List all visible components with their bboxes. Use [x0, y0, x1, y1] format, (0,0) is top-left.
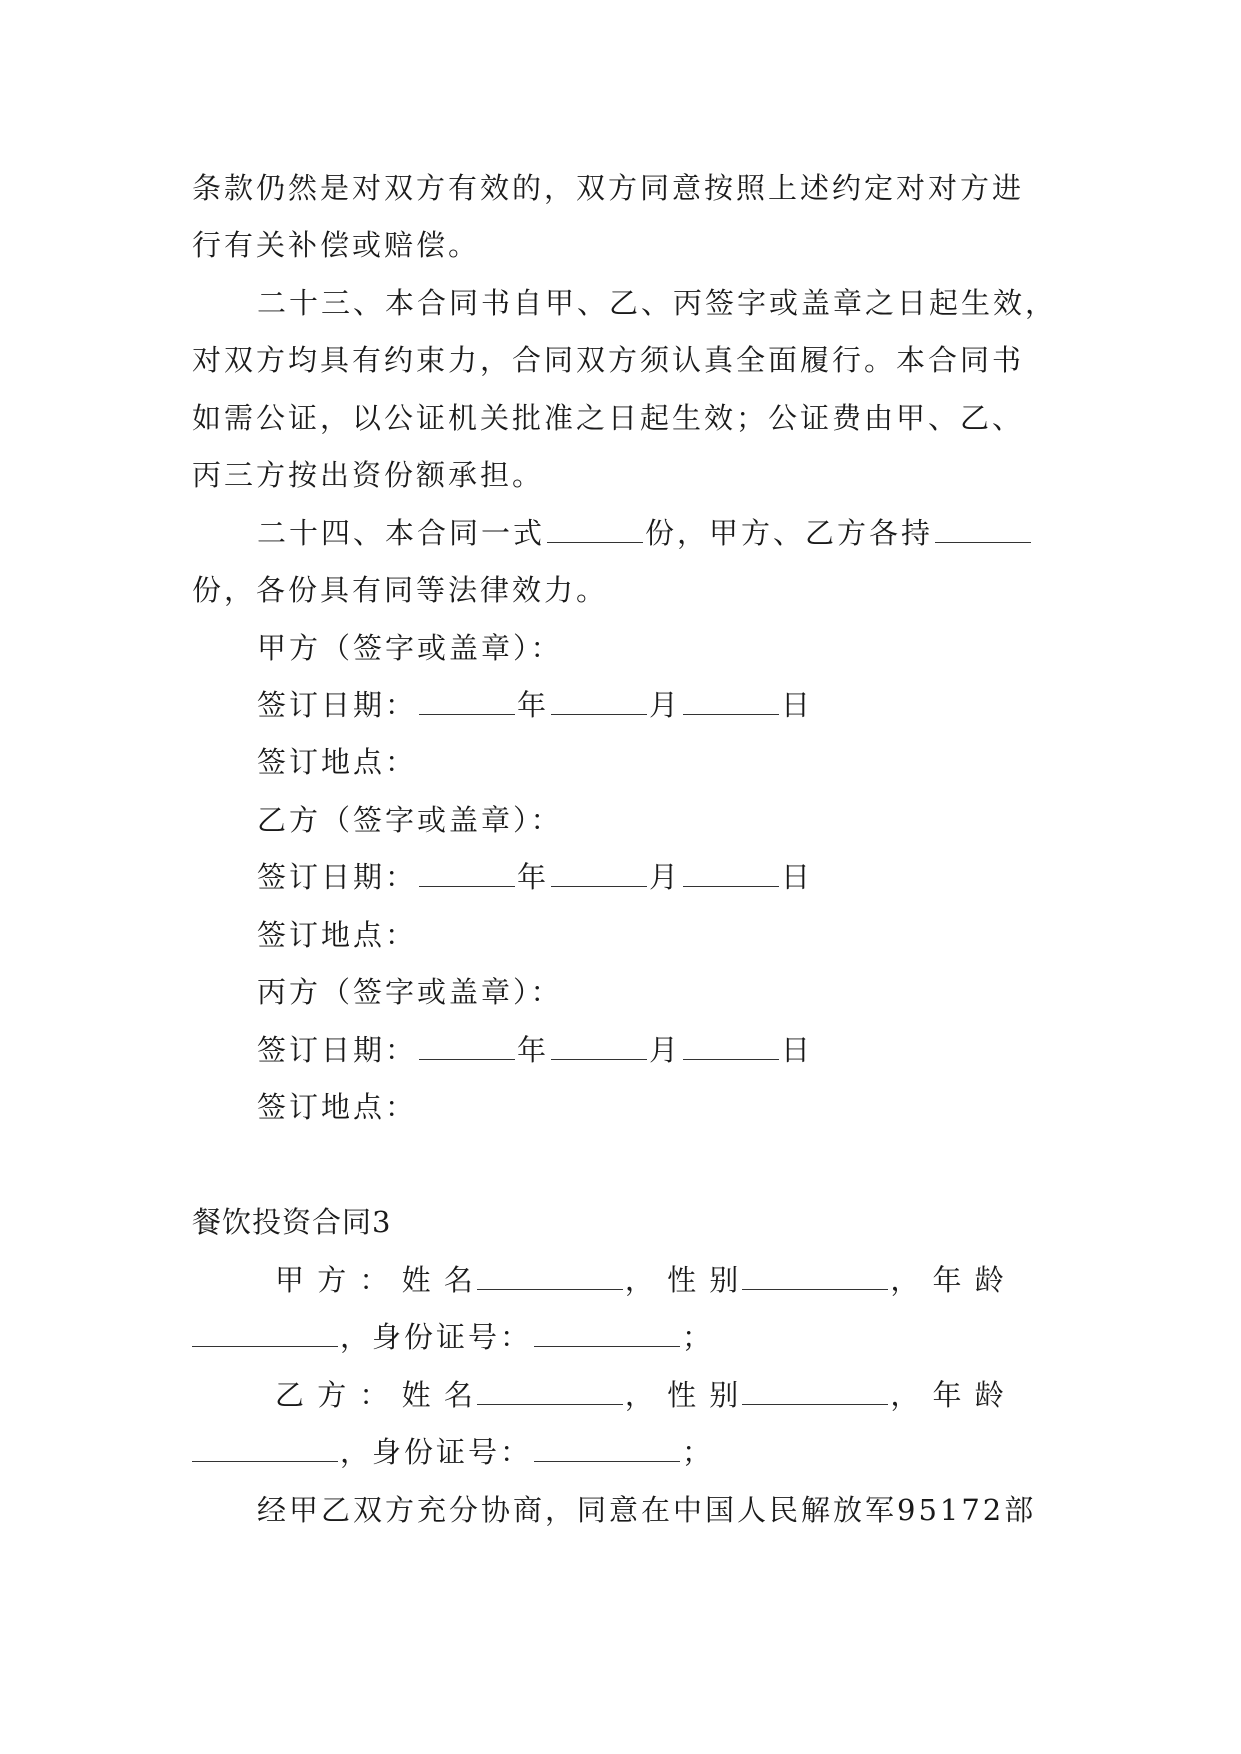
- party-a-day-blank[interactable]: [683, 686, 779, 715]
- clause-24-text-1: 二十四、本合同一式: [257, 516, 546, 550]
- party-a-info-line-2: ，身份证号： ；: [192, 1317, 1052, 1357]
- party-a-name-blank[interactable]: [477, 1261, 623, 1290]
- para-continuation-line-1: 条款仍然是对双方有效的，双方同意按照上述约定对对方进: [192, 171, 1025, 205]
- clause-23-line-1: 二十三、本合同书自甲、乙、丙签字或盖章之日起生效，: [257, 286, 1058, 320]
- party-a-signature: 甲方（签字或盖章）：: [257, 631, 563, 665]
- section-title: 餐饮投资合同3: [192, 1205, 392, 1239]
- party-b-age-blank[interactable]: [192, 1433, 338, 1462]
- para-continuation-line-2: 行有关补偿或赔偿。: [192, 228, 481, 262]
- party-a-gender-blank[interactable]: [742, 1261, 888, 1290]
- party-c-place: 签订地点：: [257, 1090, 418, 1124]
- party-b-date: 签订日期： 年 月 日: [257, 860, 814, 894]
- party-b-info-line-1: 乙 方 ： 姓 名 ， 性 别 ， 年 龄: [275, 1378, 1006, 1412]
- clause-24-text-2: 份，甲方、乙方各持: [645, 516, 934, 550]
- party-b-month-blank[interactable]: [551, 858, 647, 887]
- party-b-day-blank[interactable]: [683, 858, 779, 887]
- party-a-age-blank[interactable]: [192, 1318, 338, 1347]
- copies-total-blank[interactable]: [547, 514, 643, 543]
- party-a-date: 签订日期： 年 月 日: [257, 688, 814, 722]
- party-a-year-blank[interactable]: [419, 686, 515, 715]
- party-b-name-blank[interactable]: [477, 1376, 623, 1405]
- party-b-year-blank[interactable]: [419, 858, 515, 887]
- party-c-signature: 丙方（签字或盖章）：: [257, 975, 563, 1009]
- clause-24-line-1: [257, 513, 1052, 553]
- clause-23-line-3: 如需公证，以公证机关批准之日起生效；公证费由甲、乙、: [192, 401, 1025, 435]
- party-a-month-blank[interactable]: [551, 686, 647, 715]
- party-c-year-blank[interactable]: [419, 1031, 515, 1060]
- clause-24-line-2: 份，各份具有同等法律效力。: [192, 573, 609, 607]
- party-a-info-line-1: 甲 方 ： 姓 名 ， 性 别 ， 年 龄: [275, 1263, 1006, 1297]
- party-a-id-blank[interactable]: [534, 1318, 680, 1347]
- party-b-info-line-2: ，身份证号： ；: [192, 1432, 1052, 1472]
- party-b-signature: 乙方（签字或盖章）：: [257, 803, 563, 837]
- clause-23-line-2: 对双方均具有约束力，合同双方须认真全面履行。本合同书: [192, 343, 1025, 377]
- party-c-day-blank[interactable]: [683, 1031, 779, 1060]
- party-c-date: 签订日期： 年 月 日: [257, 1033, 814, 1067]
- party-a-place: 签订地点：: [257, 745, 418, 779]
- party-c-month-blank[interactable]: [551, 1031, 647, 1060]
- party-b-gender-blank[interactable]: [742, 1376, 888, 1405]
- party-b-place: 签订地点：: [257, 918, 418, 952]
- clause-23-line-4: 丙三方按出资份额承担。: [192, 458, 545, 492]
- section3-intro: 经甲乙双方充分协商，同意在中国人民解放军95172部: [257, 1493, 1037, 1527]
- copies-each-blank[interactable]: [935, 514, 1031, 543]
- party-b-id-blank[interactable]: [534, 1433, 680, 1462]
